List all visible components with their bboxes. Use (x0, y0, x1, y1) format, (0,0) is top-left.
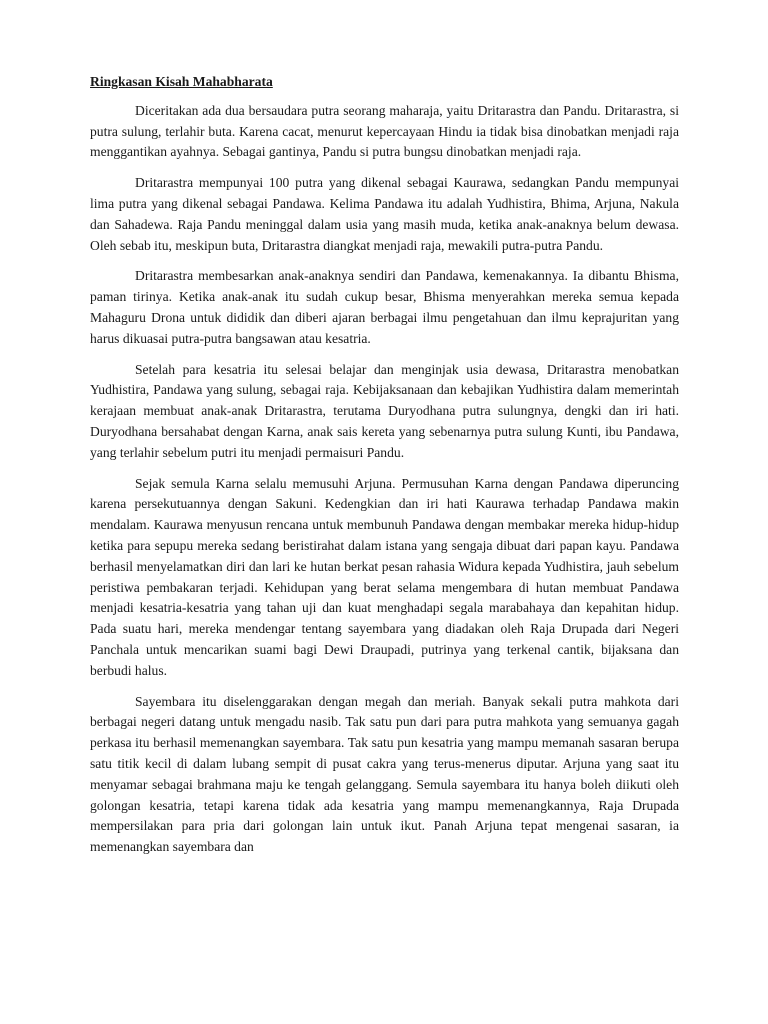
paragraph-1: Diceritakan ada dua bersaudara putra seorang maharaja, yaitu Dritarastra dan Pandu. Dritarastra, si putra sulung, terlahir buta. Karena cacat, menurut kepercayaan Hindu ia tidak bisa dinobatkan menjadi raja menggantikan ayahnya. Sebagai gantinya, Pandu si putra bungsu dinobatkan menjadi raja. (90, 102, 679, 160)
paragraph-5: Sejak semula Karna selalu memusuhi Arjuna. Permusuhan Karna dengan Pandawa diperuncing karena persekutuannya dengan Sakuni. Kedengkian dan iri hati Kaurawa terhadap Pandawa makin mendalam. Kaurawa menyusun rencana untuk membunuh Pandawa dengan membakar mereka hidup-hidup ketika para sepupu mereka sedang beristirahat dalam istana yang sengaja dibuat dari papan kayu. Pandawa berhasil menyelamatkan diri dan lari ke hutan berkat pesan rahasia Widura kepada Yudhistira, jauh sebelum peristiwa pembakaran terjadi. Kehidupan yang berat selama mengembara di hutan membuat Pandawa menjadi kesatria-kesatria yang tahan uji dan kuat menghadapi segala marabahaya dan kepahitan hidup. Pada suatu hari, mereka mendengar tentang sayembara yang diadakan oleh Raja Drupada dari Negeri Panchala untuk mencarikan suami bagi Dewi Draupadi, putrinya yang terkenal cantik, bijaksana dan berbudi halus. (90, 475, 679, 678)
paragraph-4: Setelah para kesatria itu selesai belajar dan menginjak usia dewasa, Dritarastra menobatkan Yudhistira, Pandawa yang sulung, sebagai raja. Kebijaksanaan dan kebajikan Yudhistira dalam memerintah kerajaan membuat anak-anak Dritarastra, terutama Duryodhana putra sulungnya, dengki dan iri hati. Duryodhana bersahabat dengan Karna, anak sais kereta yang sebenarnya putra sulung Kunti, ibu Pandawa, yang terlahir sebelum putri itu menjadi permaisuri Pandu. (90, 361, 679, 460)
paragraph-2: Dritarastra mempunyai 100 putra yang dikenal sebagai Kaurawa, sedangkan Pandu mempunyai lima putra yang dikenal sebagai Pandawa. Kelima Pandawa itu adalah Yudhistira, Bhima, Arjuna, Nakula dan Sahadewa. Raja Pandu meninggal dalam usia yang masih muda, ketika anak-anaknya belum dewasa. Oleh sebab itu, meskipun buta, Dritarastra diangkat menjadi raja, mewakili putra-putra Pandu. (90, 175, 679, 253)
document-title: Ringkasan Kisah Mahabharata (90, 74, 273, 89)
paragraph-6: Sayembara itu diselenggarakan dengan megah dan meriah. Banyak sekali putra mahkota dari berbagai negeri datang untuk mengadu nasib. Tak satu pun dari para putra mahkota yang semuanya gagah perkasa itu berhasil memenangkan sayembara. Tak satu pun kesatria yang mampu memanah sasaran berupa satu titik kecil di dalam lubang sempit di pusat cakra yang terus-menerus diputar. Arjuna yang saat itu menyamar sebagai brahmana maju ke tengah gelanggang. Semula sayembara itu hanya boleh diikuti oleh golongan kesatria, tetapi karena tidak ada kesatria yang mampu memenangkannya, Raja Drupada mempersilakan para pria dari golongan lain untuk ikut. Panah Arjuna tepat mengenai sasaran, ia memenangkan sayembara dan (90, 693, 679, 855)
document-body (90, 72, 679, 868)
paragraph-3: Dritarastra membesarkan anak-anaknya sendiri dan Pandawa, kemenakannya. Ia dibantu Bhisma, paman tirinya. Ketika anak-anak itu sudah cukup besar, Bhisma menyerahkan mereka semua kepada Mahaguru Drona untuk dididik dan diberi ajaran berbagai ilmu pengetahuan dan ilmu keprajuritan yang harus dikuasai putra-putra bangsawan atau kesatria. (90, 268, 679, 346)
